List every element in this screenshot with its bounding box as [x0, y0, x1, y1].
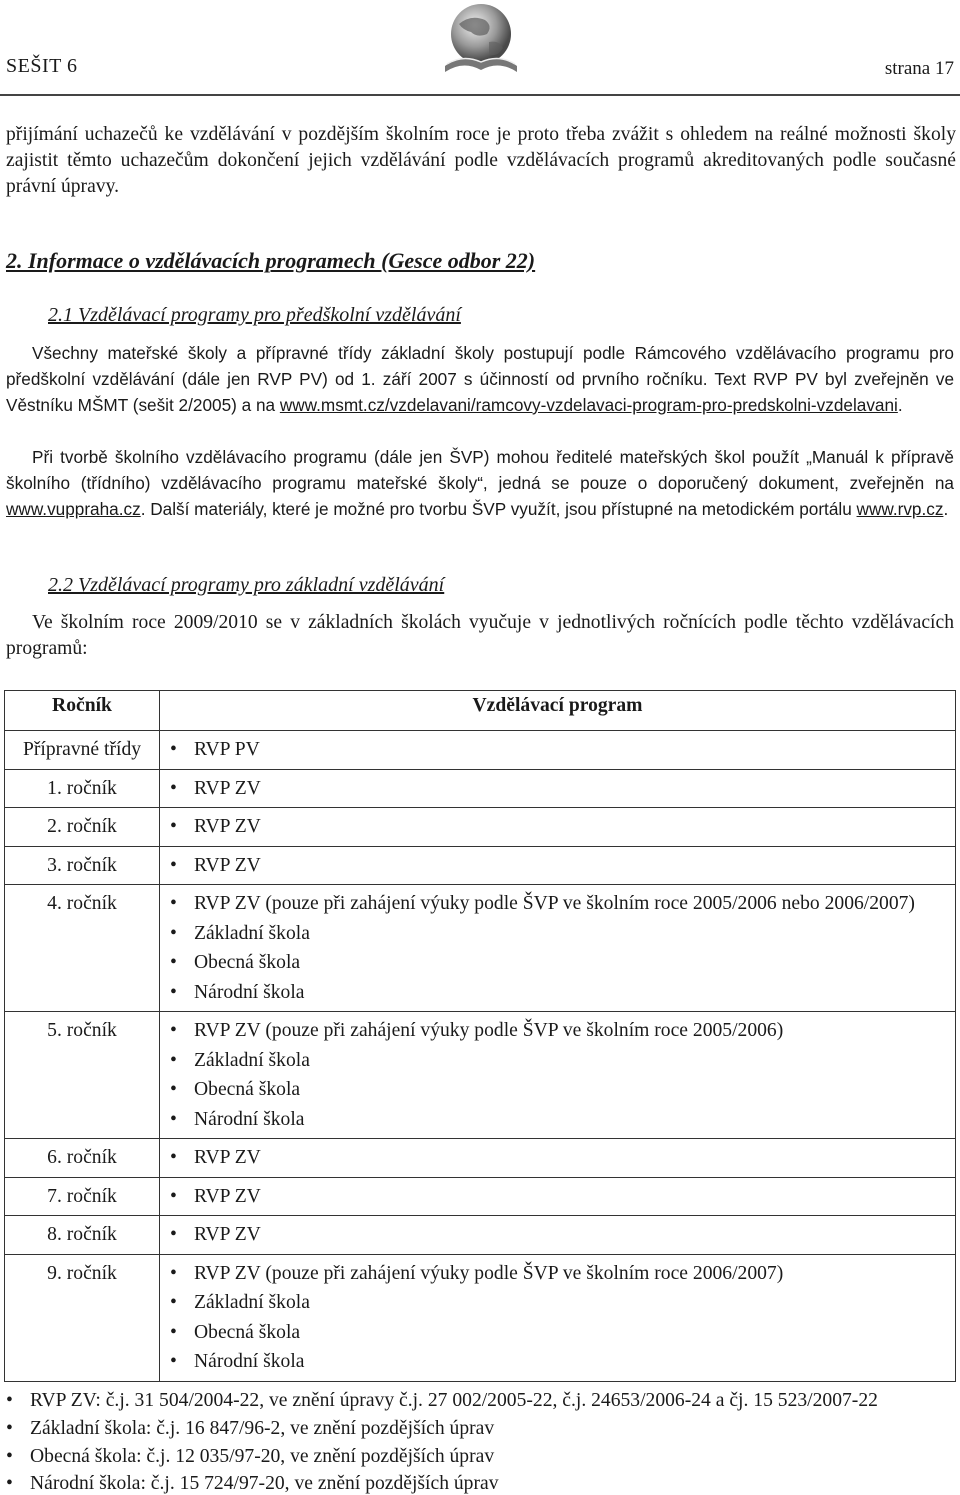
program-cell: [160, 1254, 956, 1381]
table-row: [5, 731, 956, 770]
year-cell: [5, 769, 160, 808]
year-label: 4. ročník: [47, 893, 117, 914]
year-cell: [5, 846, 160, 885]
section-2-2-paragraph: Ve školním roce 2009/2010 se v základních školách vyučuje v jednotlivých ročnících podle těchto vzdělávacích programů:: [6, 612, 954, 659]
bullet-icon: •: [6, 1390, 13, 1411]
program-cell: [160, 1216, 956, 1255]
year-cell: [5, 1177, 160, 1216]
header-program: Vzdělávací program: [160, 691, 956, 731]
year-cell: [5, 731, 160, 770]
bullet-icon: •: [6, 1418, 13, 1439]
year-cell: [5, 808, 160, 847]
program-item: • RVP ZV: [170, 812, 955, 842]
footnote-item: [6, 1418, 494, 1440]
table-row: [5, 1012, 956, 1139]
year-label: 7. ročník: [47, 1185, 117, 1207]
header-page-number: strana 17: [884, 58, 954, 79]
section-2-heading: 2. Informace o vzdělávacích programech (Gesce odbor 22): [6, 248, 536, 273]
table-row: [5, 1139, 956, 1178]
paragraph-end: .: [897, 395, 903, 415]
table-body: [5, 731, 956, 1382]
program-item: • Základní škola: [170, 1046, 955, 1076]
footnote-item: [6, 1446, 494, 1468]
table-row: [5, 1254, 956, 1381]
year-cell: [5, 1139, 160, 1178]
year-label: 2. ročník: [47, 816, 117, 837]
year-label: 8. ročník: [47, 1224, 117, 1245]
year-label: 1. ročník: [47, 777, 117, 799]
year-label: Přípravné třídy: [22, 739, 142, 760]
globe-book-logo-icon: [437, 0, 523, 78]
table-header-row: [5, 691, 956, 731]
header-divider: [0, 94, 960, 96]
year-label: 9. ročník: [47, 1262, 117, 1284]
program-item: • RVP ZV: [170, 1182, 955, 1212]
paragraph-text: Při tvorbě školního vzdělávacího programu (dále jen ŠVP) mohou ředitelé mateřských škol použít „Manuál k přípravě školního (třídního) vzdělávacího programu mateřské školy“, jedná se pouze o doporučený dokument, zveřejněn na: [6, 447, 954, 493]
table-row: [5, 885, 956, 1012]
program-item: • RVP ZV: [170, 774, 955, 804]
year-label: 5. ročník: [47, 1020, 117, 1041]
footnote-text: Obecná škola: č.j. 12 035/97-20, ve znění pozdějších úprav: [30, 1446, 495, 1467]
program-item: • Národní škola: [170, 978, 955, 1008]
paragraph-text: Všechny mateřské školy a přípravné třídy základní školy postupují podle Rámcového vzdělávacího programu pro předškolní vzdělávání (dále jen RVP PV) od 1. září 2007 s účinností od prvního ročníku. Text RVP PV byl zveřejněn ve Věstníku MŠMT (sešit 2/2005) a na: [6, 343, 954, 415]
program-item: • RVP ZV (pouze při zahájení výuky podle ŠVP ve školním roce 2005/2006): [170, 1016, 955, 1046]
program-item: • RVP ZV (pouze při zahájení výuky podle ŠVP ve školním roce 2006/2007): [170, 1259, 955, 1289]
program-cell: [160, 731, 956, 770]
year-cell: [5, 1216, 160, 1255]
program-cell: [160, 846, 956, 885]
year-cell: [5, 1254, 160, 1381]
table-row: [5, 1216, 956, 1255]
program-cell: [160, 1177, 956, 1216]
program-item: • RVP PV: [170, 735, 955, 765]
program-item: • RVP ZV: [170, 851, 955, 881]
header-year: Ročník: [5, 691, 160, 731]
bullet-icon: •: [6, 1446, 13, 1467]
section-2-2-heading: 2.2 Vzdělávací programy pro základní vzdělávání: [48, 574, 445, 596]
program-item: • Národní škola: [170, 1347, 955, 1377]
program-item: • Základní škola: [170, 1288, 955, 1318]
footnote-item: [6, 1390, 878, 1412]
bullet-icon: •: [6, 1473, 13, 1494]
program-item: • RVP ZV: [170, 1143, 955, 1173]
footnote-text: Národní škola: č.j. 15 724/97-20, ve znění pozdějších úprav: [30, 1473, 499, 1494]
paragraph-end: .: [943, 499, 949, 519]
section-2-1-paragraph-2: [6, 444, 954, 522]
program-item: • RVP ZV (pouze při zahájení výuky podle ŠVP ve školním roce 2005/2006 nebo 2006/2007): [170, 889, 955, 919]
program-item: • Základní škola: [170, 919, 955, 949]
rvp-portal-link[interactable]: www.rvp.cz: [856, 499, 944, 519]
msmt-link[interactable]: www.msmt.cz/vzdelavani/ramcovy-vzdelavaci-program-pro-predskolni-vzdelavani: [279, 395, 898, 415]
table-row: [5, 1177, 956, 1216]
vuppraha-link[interactable]: www.vuppraha.cz: [6, 499, 141, 519]
program-item: • Obecná škola: [170, 948, 955, 978]
table-row: [5, 808, 956, 847]
header-issue: SEŠIT 6: [6, 55, 78, 77]
year-label: 3. ročník: [47, 854, 117, 876]
table-row: [5, 769, 956, 808]
program-item: • Národní škola: [170, 1105, 955, 1135]
footnote-text: Základní škola: č.j. 16 847/96-2, ve znění pozdějších úprav: [30, 1418, 495, 1439]
program-cell: [160, 1139, 956, 1178]
footnote-text: RVP ZV: č.j. 31 504/2004-22, ve znění úpravy č.j. 27 002/2005-22, č.j. 24653/2006-24 a čj. 15 523/2007-22: [30, 1390, 878, 1411]
table-row: [5, 846, 956, 885]
year-cell: [5, 885, 160, 1012]
program-item: • RVP ZV: [170, 1220, 955, 1250]
footnote-item: [6, 1473, 499, 1495]
programs-table: [4, 690, 956, 1382]
program-item: • Obecná škola: [170, 1075, 955, 1105]
year-label: 6. ročník: [47, 1147, 117, 1168]
intro-paragraph: přijímání uchazečů ke vzdělávání v pozdějším školním roce je proto třeba zvážit s ohledem na reálné možnosti školy zajistit těmto uchazečům dokončení jejich vzdělávání podle vzdělávacích programů akreditovaných podle současné právní úpravy.: [6, 124, 956, 197]
program-item: • Obecná škola: [170, 1318, 955, 1348]
paragraph-mid: . Další materiály, které je možné pro tvorbu ŠVP využít, jsou přístupné na metodickém portálu: [140, 499, 857, 519]
year-cell: [5, 1012, 160, 1139]
section-2-1-paragraph-1: [6, 340, 954, 418]
program-cell: [160, 769, 956, 808]
program-cell: [160, 808, 956, 847]
section-2-1-heading: 2.1 Vzdělávací programy pro předškolní vzdělávání: [48, 304, 461, 326]
program-cell: [160, 885, 956, 1012]
program-cell: [160, 1012, 956, 1139]
